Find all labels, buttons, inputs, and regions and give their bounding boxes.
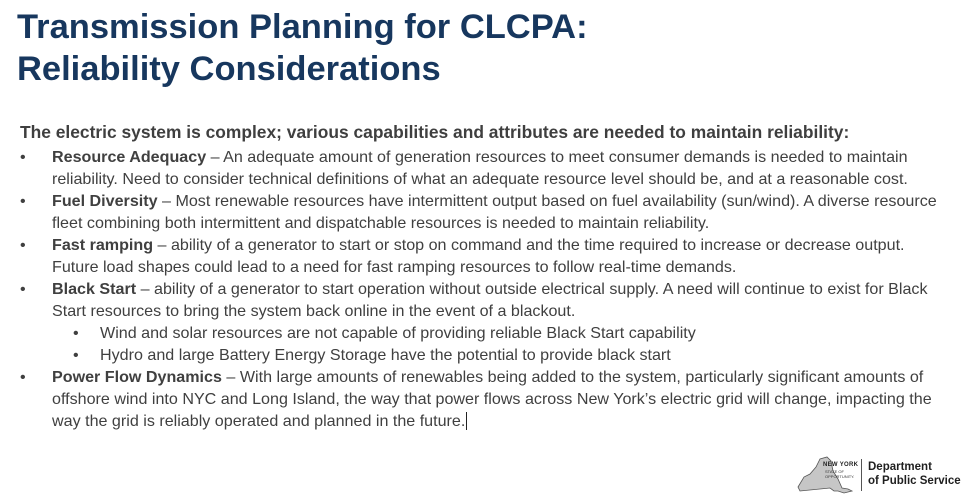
- sub-bullet-dot-icon: •: [73, 324, 79, 342]
- text-cursor: [466, 412, 467, 430]
- bullet-power-flow-dynamics: [0, 366, 975, 432]
- sub-bullet-wind-solar: [0, 322, 955, 344]
- bullet-text: – With large amounts of renewables being added to the system, particularly significant amounts of offshore wind into NYC and Long Island, the way that power flows across New York’s electric grid will change, impacting the way the grid is reliably operated and planned in the future.: [52, 368, 932, 430]
- state-tagline: STATE OF OPPORTUNITY.: [825, 469, 855, 479]
- slide-subtitle: The electric system is complex; various capabilities and attributes are needed to maintain reliability:: [20, 122, 850, 142]
- bullet-text: – An adequate amount of generation resources to meet consumer demands is needed to maintain reliability. Need to consider technical definitions of what an adequate resource level should be, and at a reasonable cost.: [52, 148, 908, 188]
- logo-divider: [861, 459, 862, 491]
- bullet-lead: Fuel Diversity: [52, 192, 158, 210]
- sub-bullet-list: [0, 322, 955, 366]
- sub-bullet-dot-icon: •: [73, 346, 79, 364]
- bullet-lead: Fast ramping: [52, 236, 154, 254]
- bullet-text: – ability of a generator to start operation without outside electrical supply. A need will continue to exist for Black Start resources to bring the system back online in the event of a blackout.: [52, 280, 928, 320]
- bullet-dot-icon: •: [20, 280, 26, 298]
- bullet-dot-icon: •: [20, 368, 26, 386]
- new-york-label: NEW YORK: [823, 462, 859, 468]
- slide-title: [17, 6, 917, 90]
- title-line-1: Transmission Planning for CLCPA:: [17, 8, 588, 46]
- bullet-fuel-diversity: [0, 190, 975, 234]
- bullet-dot-icon: •: [20, 148, 26, 166]
- bullet-lead: Black Start: [52, 280, 137, 298]
- bullet-resource-adequacy: [0, 146, 975, 190]
- bullet-lead: Resource Adequacy: [52, 148, 207, 166]
- bullet-list: [0, 146, 975, 432]
- nys-dps-logo: [794, 455, 964, 495]
- bullet-dot-icon: •: [20, 236, 26, 254]
- department-name: [868, 460, 961, 488]
- title-line-2: Reliability Considerations: [17, 50, 441, 88]
- sub-bullet-text: Wind and solar resources are not capable of providing reliable Black Start capability: [100, 324, 696, 342]
- department-line-2: of Public Service: [868, 475, 961, 487]
- bullet-text: – ability of a generator to start or stop on command and the time required to increase or decrease output. Future load shapes could lead to a need for fast ramping resources to follow real-time demands.: [52, 236, 905, 276]
- sub-bullet-list-item: [0, 322, 975, 366]
- bullet-lead: Power Flow Dynamics: [52, 368, 222, 386]
- bullet-text: – Most renewable resources have intermittent output based on fuel availability (sun/wind). A diverse resource fleet combining both intermittent and dispatchable resources is needed to maintain reliability.: [52, 192, 937, 232]
- bullet-dot-icon: •: [20, 192, 26, 210]
- department-line-1: Department: [868, 461, 932, 473]
- bullet-fast-ramping: [0, 234, 975, 278]
- bullet-black-start: [0, 278, 975, 322]
- sub-bullet-hydro-battery: [0, 344, 955, 366]
- sub-bullet-text: Hydro and large Battery Energy Storage have the potential to provide black start: [100, 346, 671, 364]
